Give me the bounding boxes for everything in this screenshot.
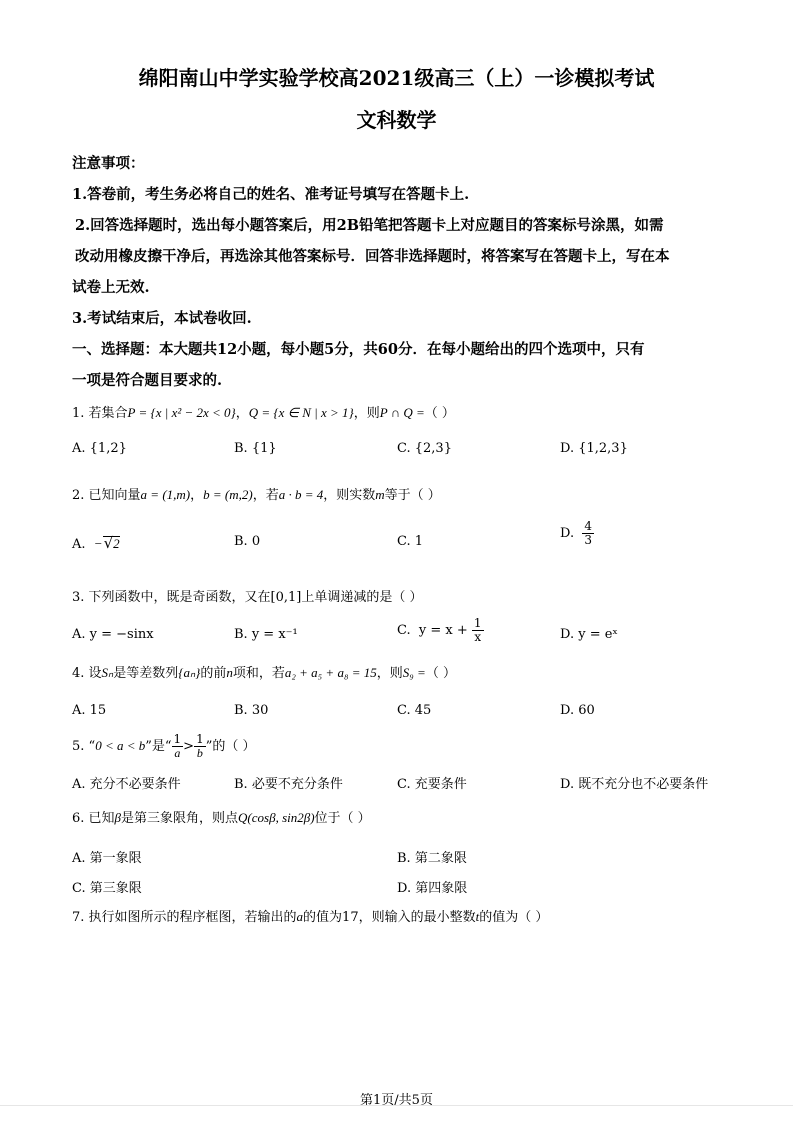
question-3-stem: 3. 下列函数中，既是奇函数，又在[0,1]上单调递减的是（ ）: [72, 590, 423, 605]
q6-option-d[interactable]: D. 第四象限: [397, 881, 468, 896]
question-6-stem: 6. 已知β是第三象限角，则点Q(cosβ, sin2β)位于（ ）: [72, 810, 371, 826]
note-3: 3.考试结束后，本试卷收回.: [72, 310, 252, 327]
question-1-stem: 1. 若集合P = {x | x² − 2x < 0}，Q = {x ∈ N | x > 1}，则P ∩ Q =（ ）: [72, 405, 455, 421]
question-7-stem: 7. 执行如图所示的程序框图，若输出的a的值为17，则输入的最小整数t的值为（ ）: [72, 909, 549, 925]
footer-divider: [0, 1105, 793, 1106]
note-1: 1.答卷前，考生务必将自己的姓名、准考证号填写在答题卡上.: [72, 186, 470, 203]
q1-option-b[interactable]: B. {1}: [234, 441, 277, 456]
q1-option-a[interactable]: A. {1,2}: [72, 441, 127, 456]
q2-option-a[interactable]: A. −√2: [72, 534, 120, 552]
page-number: 第1页/共5页: [360, 1093, 433, 1108]
exam-subject: 文科数学: [356, 108, 437, 132]
note-2-line-2: 改动用橡皮擦干净后，再选涂其他答案标号．回答非选择题时，将答案写在答题卡上，写在本: [75, 248, 670, 265]
q6-option-c[interactable]: C. 第三象限: [72, 881, 142, 896]
q3-option-c[interactable]: C. y = x + $\frac{1}{x}$: [397, 616, 482, 644]
note-2-line-1: 2.回答选择题时，选出每小题答案后，用2B铅笔把答题卡上对应题目的答案标号涂黑，如需: [75, 217, 664, 234]
q3-option-b[interactable]: B. y = x⁻¹: [234, 627, 298, 642]
q1-option-d[interactable]: D. {1,2,3}: [560, 441, 628, 456]
q2-option-d[interactable]: D. $\frac{4}{3}$: [560, 519, 592, 547]
q4-option-b[interactable]: B. 30: [234, 703, 269, 718]
note-2-line-3: 试卷上无效.: [72, 279, 150, 296]
q5-option-b[interactable]: B. 必要不充分条件: [234, 777, 343, 792]
q5-option-a[interactable]: A. 充分不必要条件: [72, 777, 181, 792]
question-4-stem: 4. 设Sₙ是等差数列{aₙ}的前n项和，若a₂ + a₅ + a₈ = 15，则S₉ =（ ）: [72, 665, 456, 681]
q6-option-a[interactable]: A. 第一象限: [72, 851, 142, 866]
notes-heading: 注意事项：: [72, 155, 145, 172]
q5-option-d[interactable]: D. 既不充分也不必要条件: [560, 777, 709, 792]
q4-option-a[interactable]: A. 15: [72, 703, 107, 718]
q2-option-b[interactable]: B. 0: [234, 534, 261, 549]
question-5-stem: 5. “0 < a < b”是“ $\frac{1}{a}$ > $\frac{1}{b}$ ”的（ ）: [72, 732, 256, 760]
q3-option-a[interactable]: A. y = −sinx: [72, 627, 154, 642]
q3-option-d[interactable]: D. y = eˣ: [560, 627, 618, 642]
section-heading-line-2: 一项是符合题目要求的.: [72, 372, 223, 389]
q4-option-c[interactable]: C. 45: [397, 703, 432, 718]
exam-title: 绵阳南山中学实验学校高2021级高三（上）一诊模拟考试: [138, 66, 655, 90]
question-2-stem: 2. 已知向量a = (1,m)，b = (m,2)，若a · b = 4，则实数m等于（ ）: [72, 487, 441, 503]
q6-option-b[interactable]: B. 第二象限: [397, 851, 467, 866]
q4-option-d[interactable]: D. 60: [560, 703, 595, 718]
section-heading-line-1: 一、选择题：本大题共12小题，每小题5分，共60分．在每小题给出的四个选项中，只有: [72, 341, 645, 358]
q1-option-c[interactable]: C. {2,3}: [397, 441, 452, 456]
q5-option-c[interactable]: C. 充要条件: [397, 777, 467, 792]
q2-option-c[interactable]: C. 1: [397, 534, 424, 549]
